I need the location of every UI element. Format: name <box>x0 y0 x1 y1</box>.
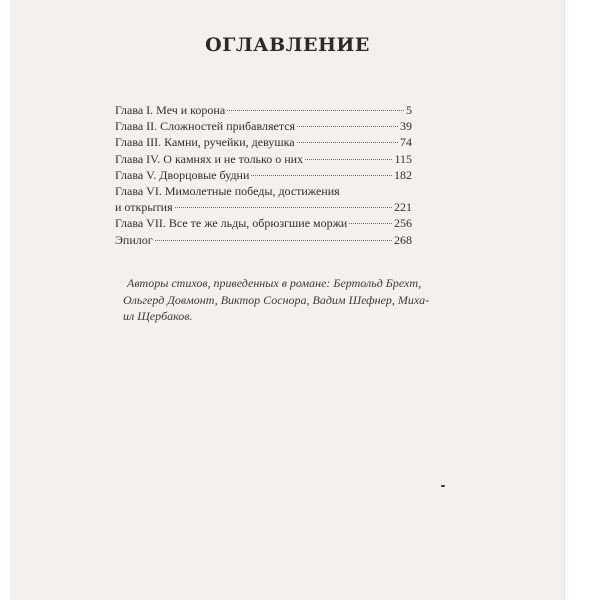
authors-note-line: Авторы стихов, приведенных в романе: Бертольд Брехт, <box>127 276 422 290</box>
toc-entry-chapter-4 <box>115 151 412 167</box>
poem-authors-note <box>123 275 448 325</box>
toc-entry-label: Глава III. Камни, ручейки, девушка <box>115 135 295 150</box>
dot-leader <box>297 142 398 143</box>
toc-entry-label: Глава VII. Все те же льды, обрюзгшие моржи <box>115 216 348 231</box>
toc-entry-page: 39 <box>400 119 412 134</box>
toc-entry-chapter-6-continued <box>115 199 412 215</box>
toc-entry-chapter-5 <box>115 167 412 183</box>
toc-entry-chapter-7 <box>115 215 412 231</box>
dot-leader <box>155 240 392 241</box>
toc-entry-page: 115 <box>394 151 412 166</box>
toc-entry-page: 256 <box>394 216 412 231</box>
toc-entry-label: Глава II. Сложностей прибавляется <box>115 119 296 134</box>
toc-entry-label: Глава VI. Мимолетные победы, достижения <box>115 183 340 198</box>
toc-entry-label: и открытия <box>115 200 173 215</box>
authors-note-line: ил Щербаков. <box>123 309 193 323</box>
toc-entry-epilogue <box>115 232 412 248</box>
page-title: ОГЛАВЛЕНИЕ <box>205 34 370 56</box>
authors-note-line: Ольгерд Довмонт, Виктор Соснора, Вадим Шефнер, Миха- <box>123 292 430 307</box>
toc-entry-chapter-1 <box>115 102 412 118</box>
print-mark <box>441 485 445 487</box>
toc-entry-label: Глава IV. О камнях и не только о них <box>115 151 304 166</box>
toc-entry-label: Глава V. Дворцовые будни <box>115 167 250 182</box>
toc-entry-chapter-3 <box>115 134 412 150</box>
toc-entry-chapter-6 <box>115 183 412 199</box>
toc-entry-chapter-2 <box>115 118 412 134</box>
dot-leader <box>175 207 392 208</box>
book-page <box>10 0 565 600</box>
toc-entry-label: Глава I. Меч и корона <box>115 103 226 117</box>
toc-entry-page: 268 <box>394 232 412 247</box>
dot-leader <box>305 159 392 160</box>
toc-entry-page: 74 <box>400 135 412 150</box>
table-of-contents <box>115 102 412 248</box>
dot-leader <box>251 175 392 176</box>
dot-leader <box>297 126 398 127</box>
toc-entry-page: 221 <box>394 200 412 215</box>
toc-entry-label: Эпилог <box>115 232 153 247</box>
dot-leader <box>227 110 404 111</box>
dot-leader <box>349 223 392 224</box>
toc-entry-page: 182 <box>394 167 412 182</box>
toc-entry-page: 5 <box>406 103 412 117</box>
